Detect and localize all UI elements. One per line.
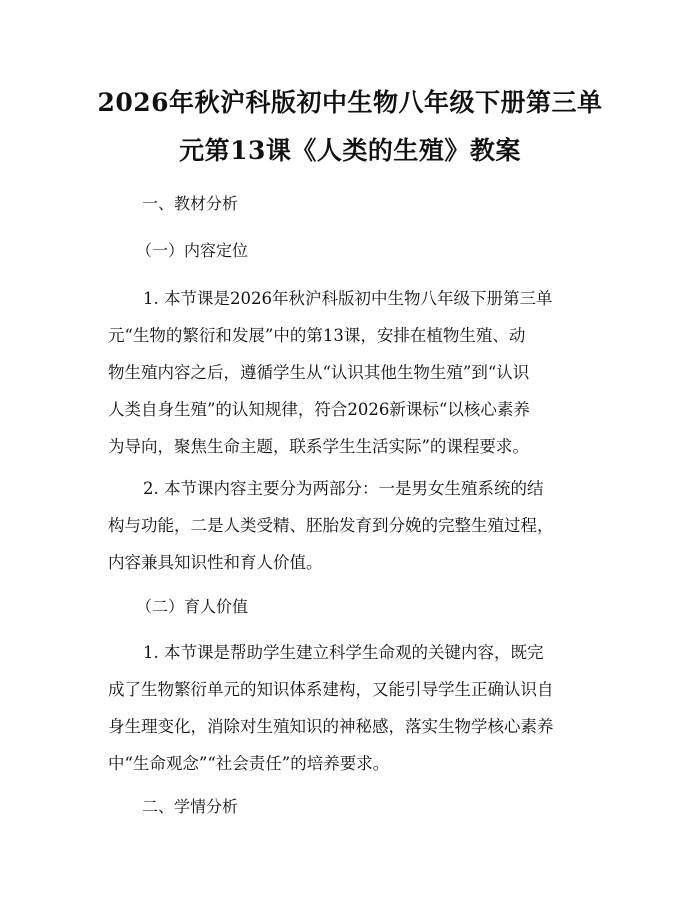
subsection-heading-educational-value: （二）育人价值 [136, 597, 249, 616]
paragraph-content-positioning-1 [108, 280, 608, 465]
paragraph-line: 身生理变化，消除对生殖知识的神秘感，落实生物学核心素养 [108, 717, 554, 736]
document-title-line-1: 2026年秋沪科版初中生物八年级下册第三单 [97, 88, 603, 117]
paragraph-content-positioning-2 [108, 470, 608, 581]
paragraph-line: 内容兼具知识性和育人价值。 [108, 553, 323, 572]
paragraph-line: 成了生物繁衍单元的知识体系建构，又能引导学生正确认识自 [108, 680, 554, 699]
section-heading-teaching-material-analysis: 一、教材分析 [142, 194, 239, 213]
paragraph-line: 2. 本节课内容主要分为两部分：一是男女生殖系统的结 [143, 479, 544, 498]
paragraph-line: 构与功能，二是人类受精、胚胎发育到分娩的完整生殖过程， [108, 516, 554, 535]
paragraph-line: 物生殖内容之后，遵循学生从“认识其他生物生殖”到“认识 [108, 363, 530, 382]
paragraph-line: 元“生物的繁衍和发展”中的第13课，安排在植物生殖、动 [108, 326, 526, 345]
paragraph-line: 1. 本节课是2026年秋沪科版初中生物八年级下册第三单 [143, 289, 553, 308]
paragraph-line: 人类自身生殖”的认知规律，符合2026新课标“以核心素养 [108, 400, 530, 419]
section-heading-learner-analysis: 二、学情分析 [142, 797, 239, 816]
subsection-heading-content-positioning: （一）内容定位 [136, 241, 249, 260]
paragraph-line: 为导向，聚焦生命主题，联系学生生活实际”的课程要求。 [108, 437, 529, 456]
document-title-line-2: 元第13课《人类的生殖》教案 [179, 136, 521, 165]
paragraph-line: 1. 本节课是帮助学生建立科学生命观的关键内容，既完 [143, 643, 544, 662]
paragraph-educational-value-1 [108, 634, 608, 782]
paragraph-line: 中“生命观念”“社会责任”的培养要求。 [108, 754, 390, 773]
